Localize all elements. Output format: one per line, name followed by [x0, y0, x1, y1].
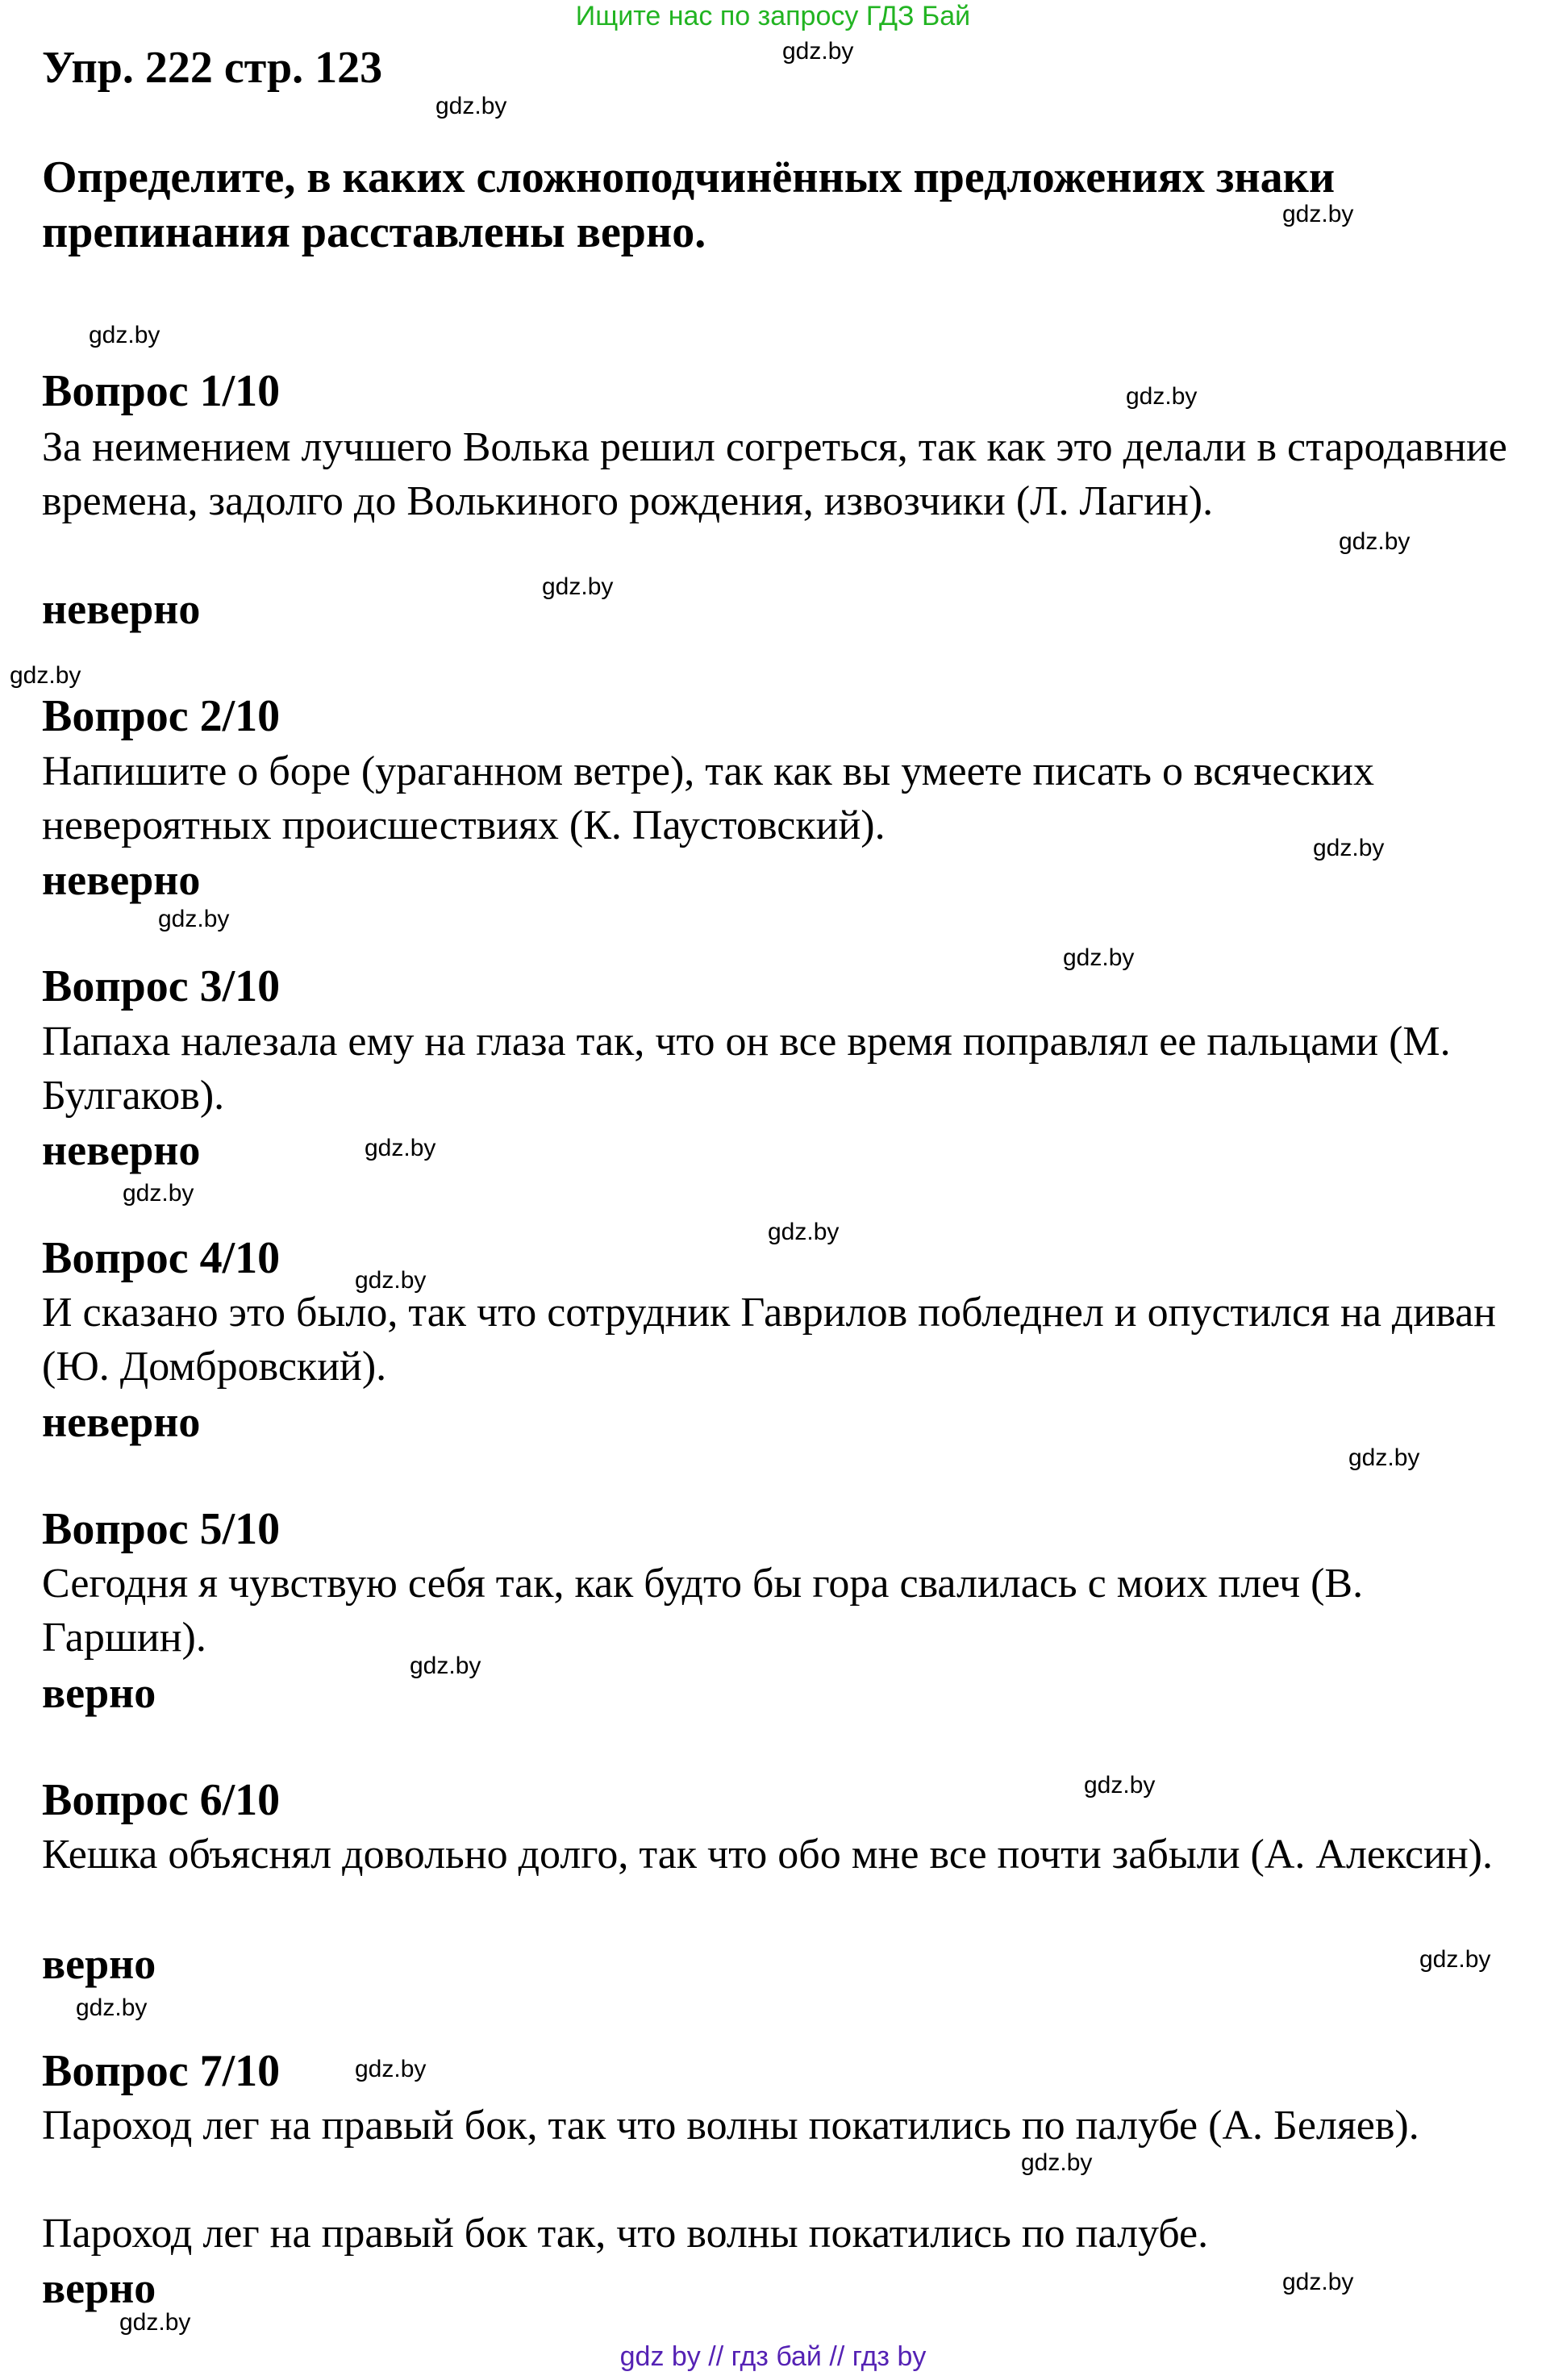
question-5-text: Сегодня я чувствую себя так, как будто бы гора свалилась с моих плеч (В. Гаршин). — [42, 1561, 1364, 1661]
question-2-text: Напишите о боре (ураганном ветре), так как вы умеете писать о всяческих невероятных происшествиях (К. Паустовский). — [42, 748, 1374, 848]
watermark: gdz.by — [10, 662, 81, 689]
top-banner-link[interactable]: Ищите нас по запросу ГДЗ Бай — [575, 1, 971, 31]
watermark: gdz.by — [1313, 835, 1385, 861]
watermark: gdz.by — [119, 2309, 191, 2336]
question-3-answer: неверно — [42, 1126, 201, 1174]
question-5-answer: верно — [42, 1669, 156, 1717]
watermark: gdz.by — [1282, 201, 1354, 227]
question-7-text: Пароход лег на правый бок, так что волны покатились по палубе (А. Беляев). — [42, 2103, 1419, 2149]
watermark: gdz.by — [1126, 383, 1198, 410]
watermark: gdz.by — [1419, 1946, 1491, 1973]
watermark: gdz.by — [435, 93, 507, 119]
question-7-heading: Вопрос 7/10 — [42, 2046, 281, 2096]
watermark: gdz.by — [1339, 528, 1411, 555]
question-6-heading: Вопрос 6/10 — [42, 1775, 281, 1825]
question-1-heading: Вопрос 1/10 — [42, 366, 281, 416]
question-7-answer: верно — [42, 2264, 156, 2312]
question-4-heading: Вопрос 4/10 — [42, 1233, 281, 1283]
question-6-answer: верно — [42, 1940, 156, 1988]
watermark: gdz.by — [158, 906, 230, 932]
watermark: gdz.by — [76, 1994, 148, 2021]
footer-links[interactable]: gdz by // гдз бай // гдз by — [619, 2341, 927, 2372]
watermark: gdz.by — [1282, 2269, 1354, 2295]
question-2-answer: неверно — [42, 856, 201, 904]
question-5-heading: Вопрос 5/10 — [42, 1504, 281, 1554]
watermark: gdz.by — [365, 1135, 436, 1161]
watermark: gdz.by — [542, 573, 614, 600]
question-4-answer: неверно — [42, 1398, 201, 1446]
watermark: gdz.by — [355, 1267, 427, 1294]
question-2-heading: Вопрос 2/10 — [42, 691, 281, 741]
watermark: gdz.by — [410, 1653, 481, 1679]
watermark: gdz.by — [123, 1180, 194, 1207]
watermark: gdz.by — [782, 38, 854, 65]
question-7-extra-text: Пароход лег на правый бок так, что волны покатились по палубе. — [42, 2211, 1209, 2257]
question-4-text: И сказано это было, так что сотрудник Гаврилов побледнел и опустился на диван (Ю. Домбровский). — [42, 1290, 1496, 1390]
watermark: gdz.by — [355, 2056, 427, 2082]
question-1-text: За неимением лучшего Волька решил согреться, так как это делали в стародавние времена, задолго до Волькиного рождения, извозчики (Л. Лагин). — [42, 424, 1507, 524]
task-statement: Определите, в каких сложноподчинённых предложениях знаки препинания расставлены верно. — [42, 152, 1336, 257]
watermark: gdz.by — [89, 322, 160, 348]
watermark: gdz.by — [768, 1219, 840, 1245]
watermark: gdz.by — [1348, 1444, 1420, 1471]
question-3-heading: Вопрос 3/10 — [42, 961, 281, 1011]
question-6-text: Кешка объяснял довольно долго, так что обо мне все почти забыли (А. Алексин). — [42, 1832, 1494, 1878]
watermark: gdz.by — [1021, 2149, 1093, 2176]
question-3-text: Папаха налезала ему на глаза так, что он все время поправлял ее пальцами (М. Булгаков). — [42, 1019, 1451, 1119]
watermark: gdz.by — [1084, 1772, 1156, 1799]
watermark: gdz.by — [1063, 944, 1135, 971]
question-1-answer: неверно — [42, 585, 201, 633]
exercise-title: Упр. 222 стр. 123 — [42, 43, 383, 93]
